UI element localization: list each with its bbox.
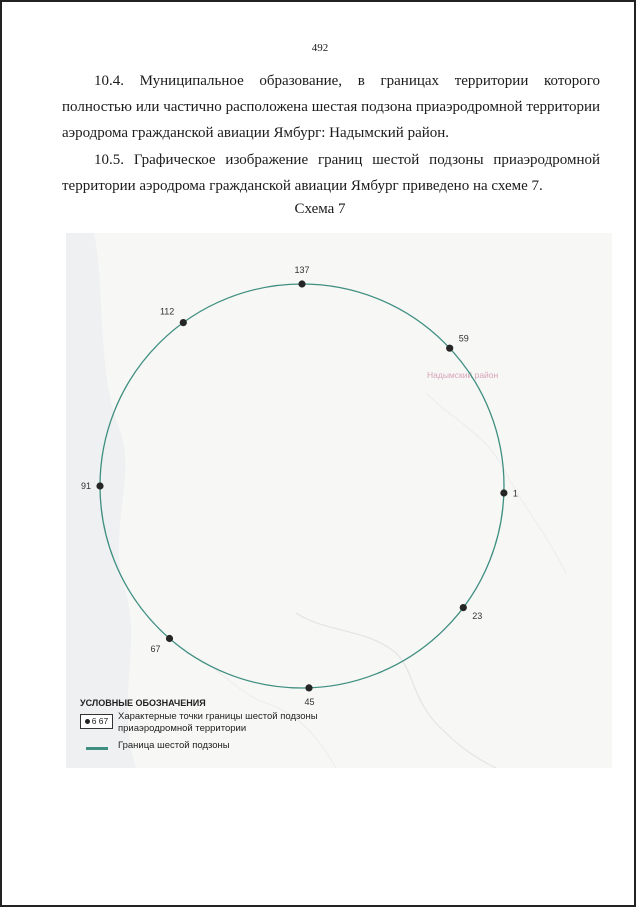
boundary-point-67 [166,635,173,642]
boundary-line-icon [86,747,108,750]
point-marker-icon [85,719,90,724]
boundary-point-label: 137 [294,265,310,275]
boundary-point-label: 112 [159,306,175,317]
legend-title: УСЛОВНЫЕ ОБОЗНАЧЕНИЯ [80,698,206,708]
sixth-subzone-boundary [100,284,504,688]
legend-boundary-text: Граница шестой подзоны [118,740,230,751]
boundary-point-1 [500,489,507,496]
boundary-point-91 [96,482,103,489]
boundary-point-label: 59 [458,333,469,344]
legend-points-sample [80,714,113,729]
boundary-point-label: 45 [304,696,315,707]
paragraph-10-4: 10.4. Муниципальное образование, в границах территории которого полностью или частично расположена шестая подзона приаэродромной территории аэродрома гражданской авиации Ямбург: Надымский район. [62,73,600,141]
river-line [426,393,566,573]
legend-points-sample-text: 6 67 [91,716,109,726]
page-number: 492 [311,42,329,54]
boundary-points [81,265,518,707]
map-canvas [66,233,612,768]
district-label: Надымский район [427,370,499,380]
boundary-point-label: 91 [80,481,91,491]
boundary-point-137 [298,280,305,287]
boundary-point-label: 23 [472,611,483,621]
paragraph-10-5: 10.5. Графическое изображение границ шестой подзоны приаэродромной территории аэродрома гражданской авиации Ямбург приведено на схеме 7. [62,152,600,194]
map-area [66,233,612,768]
boundary-point-23 [460,604,467,611]
scheme-title: Схема 7 [294,201,346,217]
boundary-point-45 [305,684,312,691]
boundary-point-59 [446,345,453,352]
boundary-point-label: 67 [150,644,161,654]
legend-points-text: Характерные точки границы шестой подзоны приаэродромной территории [118,711,318,734]
boundary-point-label: 1 [512,488,518,499]
boundary-point-112 [180,319,187,326]
